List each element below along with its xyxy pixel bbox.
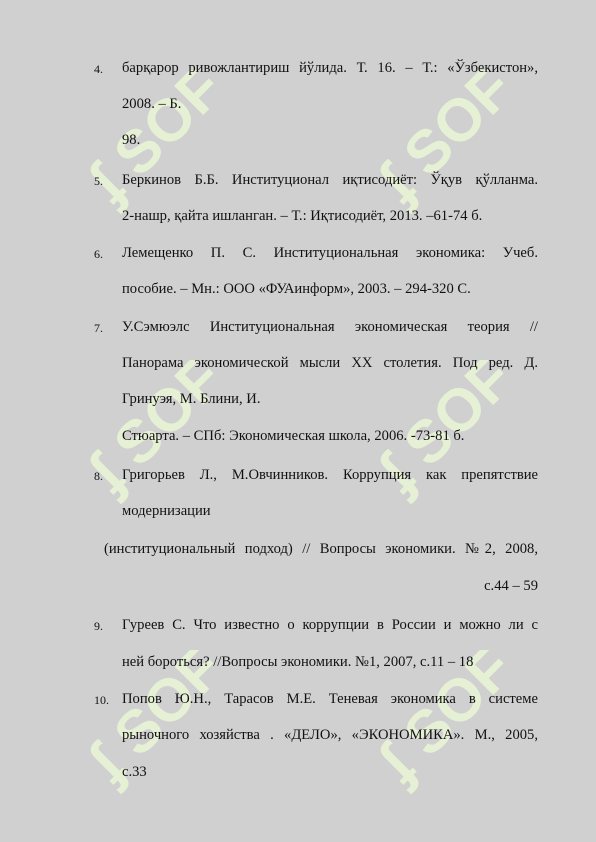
reference-line: Гуреев С. Что известно о коррупции в России и можно ли с [122, 617, 538, 633]
item-number: 6. [94, 247, 103, 261]
svg-text:ʄ SOFT: ʄ SOFT [364, 70, 510, 215]
reference-line: Панорама экономической мысли XX столетия. Под ред. Д. [122, 355, 538, 371]
reference-line: 2-нашр, қайта ишланган. – Т.: Иқтисодиёт, 2013. –61-74 б. [122, 208, 483, 224]
svg-text:ʄ SOFT: ʄ SOFT [364, 360, 510, 505]
item-number: 9. [94, 619, 103, 633]
reference-line: барқарор ривожлантириш йўлида. Т. 16. – Т.: «Ўзбекистон», [122, 60, 538, 76]
reference-line: 2008. – Б. [122, 96, 182, 112]
item-number: 8. [94, 469, 103, 483]
item-number: 7. [94, 321, 103, 335]
reference-line: Стюарта. – СПб: Экономическая школа, 2006. -73-81 б. [122, 428, 465, 444]
reference-line: с.44 – 59 [484, 578, 538, 594]
svg-text:ʄ SOFT: ʄ SOFT [74, 360, 220, 505]
reference-line: Григорьев Л., М.Овчинников. Коррупция как препятствие [122, 467, 538, 483]
reference-line: Лемещенко П. С. Институциональная экономика: Учеб. [122, 245, 538, 261]
svg-text:ʄ SOFT: ʄ SOFT [74, 70, 220, 215]
reference-line: (институциональный подход) // Вопросы экономики. №2, 2008, [104, 541, 538, 557]
reference-line: пособие. – Мн.: ООО «ФУАинформ», 2003. – 294-320 С. [122, 281, 471, 297]
item-number: 5. [94, 174, 103, 188]
reference-line: рыночного хозяйства . «ДЕЛО», «ЭКОНОМИКА». М., 2005, [122, 727, 538, 743]
item-number: 10. [94, 693, 109, 707]
item-number: 4. [94, 62, 103, 76]
reference-line: У.Сэмюэлс Институциональная экономическая теория // [122, 319, 538, 335]
svg-text:ʄ SOFT: ʄ SOFT [364, 650, 510, 795]
reference-line: Попов Ю.Н., Тарасов М.Е. Теневая экономика в системе [122, 691, 538, 707]
svg-text:ʄ SOFT: ʄ SOFT [74, 650, 220, 795]
reference-line: Беркинов Б.Б. Институционал иқтисодиёт: Ўқув қўлланма. [122, 172, 538, 188]
reference-line: с.33 [122, 764, 147, 780]
reference-line: 98. [122, 132, 141, 148]
reference-line: ней бороться? //Вопросы экономики. №1, 2007, с.11 – 18 [122, 654, 474, 670]
reference-line: Гринуэя, М. Блини, И. [122, 391, 261, 407]
reference-line: модернизации [122, 503, 211, 519]
